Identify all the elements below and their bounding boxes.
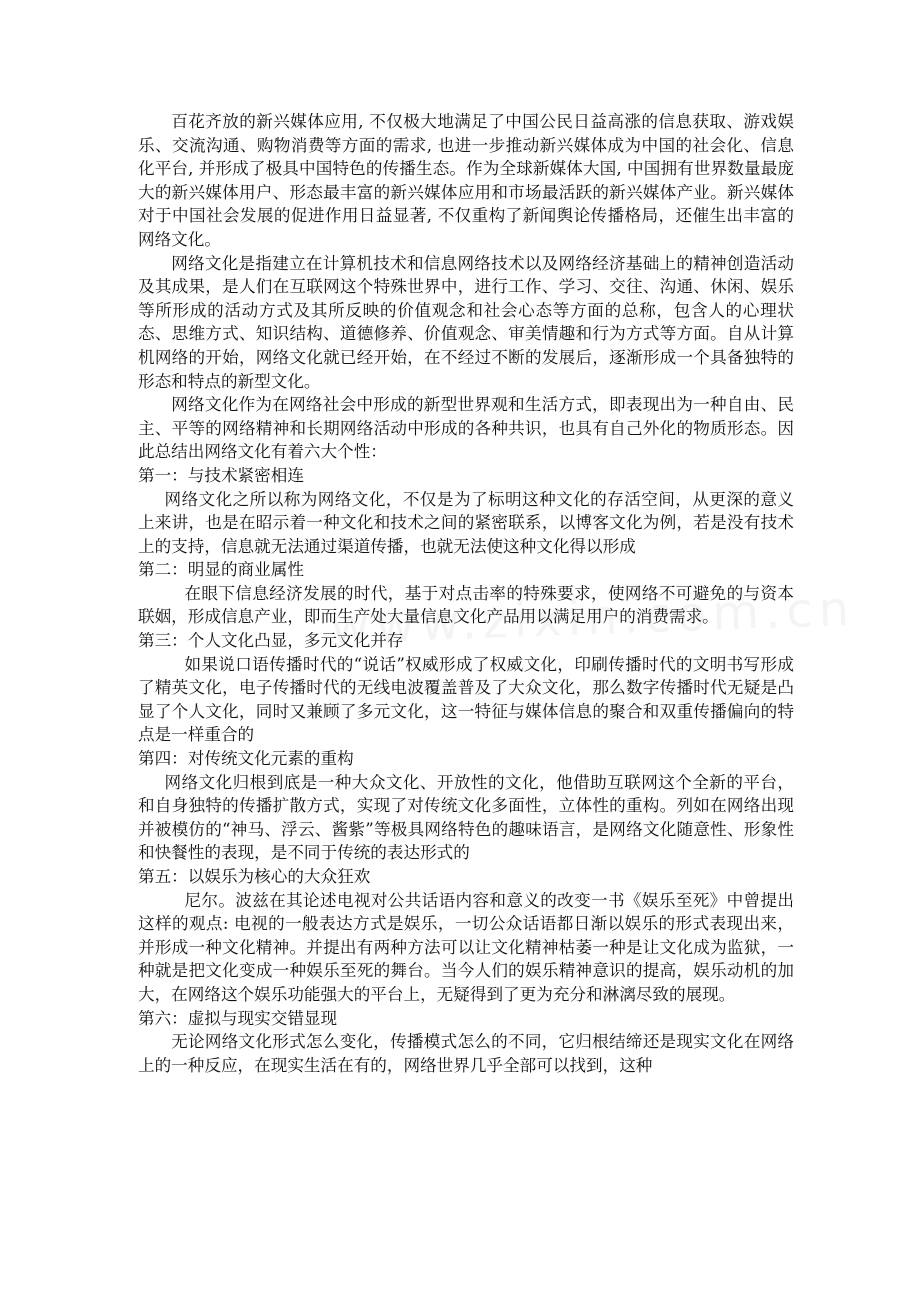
paragraph-trait-5: 尼尔。波兹在其论述电视对公共话语内容和意义的改变一书《娱乐至死》中曾提出这样的观点: 电视的一般表达方式是娱乐，一切公众话语都日渐以娱乐的形式表现出来，并形成一种文化精神。并提出有两种方法可以让文化精神枯萎一种是让文化成为监狱，一种就是把文化变成一种娱乐至死的舞台。当今人们的娱乐精神意识的提高，娱乐动机的加大，在网络这个娱乐功能强大的平台上，无疑得到了更为充分和淋漓尽致的展现。 — [138, 890, 794, 1004]
heading-trait-6: 第六：虚拟与现实交错显现 — [138, 1008, 338, 1028]
heading-trait-4: 第四：对传统文化元素的重构 — [138, 749, 354, 769]
heading-trait-1: 第一：与技术紧密相连 — [138, 465, 304, 485]
heading-trait-5: 第五：以娱乐为核心的大众狂欢 — [138, 867, 371, 886]
heading-trait-3: 第三：个人文化凸显，多元文化并存 — [138, 631, 404, 651]
paragraph-trait-2: 在眼下信息经济发展的时代，基于对点击率的特殊要求，使网络不可避免的与资本联姻，形成信息产业，即而生产处大量信息文化产品用以满足用户的消费需求。 — [138, 583, 794, 627]
heading-trait-2: 第二：明显的商业属性 — [138, 560, 304, 580]
document-body — [138, 110, 794, 1077]
paragraph-trait-3: 如果说口语传播时代的“说话”权威形成了权威文化，印刷传播时代的文明书写形成了精英文化，电子传播时代的无线电波覆盖普及了大众文化，那么数字传播时代无疑是凸显了个人文化，同时又兼顾了多元文化，这一特征与媒体信息的聚合和双重传播偏向的特点是一样重合的 — [138, 654, 794, 745]
paragraph-trait-6: 无论网络文化形式怎么变化，传播模式怎么的不同，它归根结缔还是现实文化在网络上的一种反应，在现实生活在有的，网络世界几乎全部可以找到，这种 — [138, 1032, 794, 1075]
paragraph-definition: 网络文化是指建立在计算机技术和信息网络技术以及网络经济基础上的精神创造活动及其成果，是人们在互联网这个特殊世界中，进行工作、学习、交往、沟通、休闲、娱乐等所形成的活动方式及其所反映的价值观念和社会心态等方面的总称，包含人的心理状态、思维方式、知识结构、道德修养、价值观念、审美情趣和行为方式等方面。自从计算机网络的开始，网络文化就已经开始，在不经过不断的发展后，逐渐形成一个具备独特的形态和特点的新型文化。 — [138, 253, 794, 391]
paragraph-trait-4: 网络文化归根到底是一种大众文化、开放性的文化，他借助互联网这个全新的平台，和自身独特的传播扩散方式，实现了对传统文化多面性，立体性的重构。列如在网络出现并被模仿的“神马、浮云、酱紫”等极具网络特色的趣味语言，是网络文化随意性、形象性和快餐性的表现，是不同于传统的表达形式的 — [138, 772, 794, 863]
paragraph-trait-1: 网络文化之所以称为网络文化，不仅是为了标明这种文化的存活空间，从更深的意义上来讲，也是在昭示着一种文化和技术之间的紧密联系，以博客文化为例，若是没有技术上的支持，信息就无法通过渠道传播，也就无法使这种文化得以形成 — [138, 489, 794, 556]
paragraph-six-traits: 网络文化作为在网络社会中形成的新型世界观和生活方式，即表现出为一种自由、民主、平等的网络精神和长期网络活动中形成的各种共识，也具有自己外化的物质形态。因此总结出网络文化有着六大个性： — [138, 395, 794, 462]
paragraph-intro: 百花齐放的新兴媒体应用, 不仅极大地满足了中国公民日益高涨的信息获取、游戏娱乐、交流沟通、购物消费等方面的需求, 也进一步推动新兴媒体成为中国的社会化、信息化平台, 并形成了极具中国特色的传播生态。作为全球新媒体大国, 中国拥有世界数量最庞大的新兴媒体用户、形态最丰富的新兴媒体应用和市场最活跃的新兴媒体产业。新兴媒体对于中国社会发展的促进作用日益显著, 不仅重构了新闻舆论传播格局，还催生出丰富的网络文化。 — [138, 112, 794, 249]
